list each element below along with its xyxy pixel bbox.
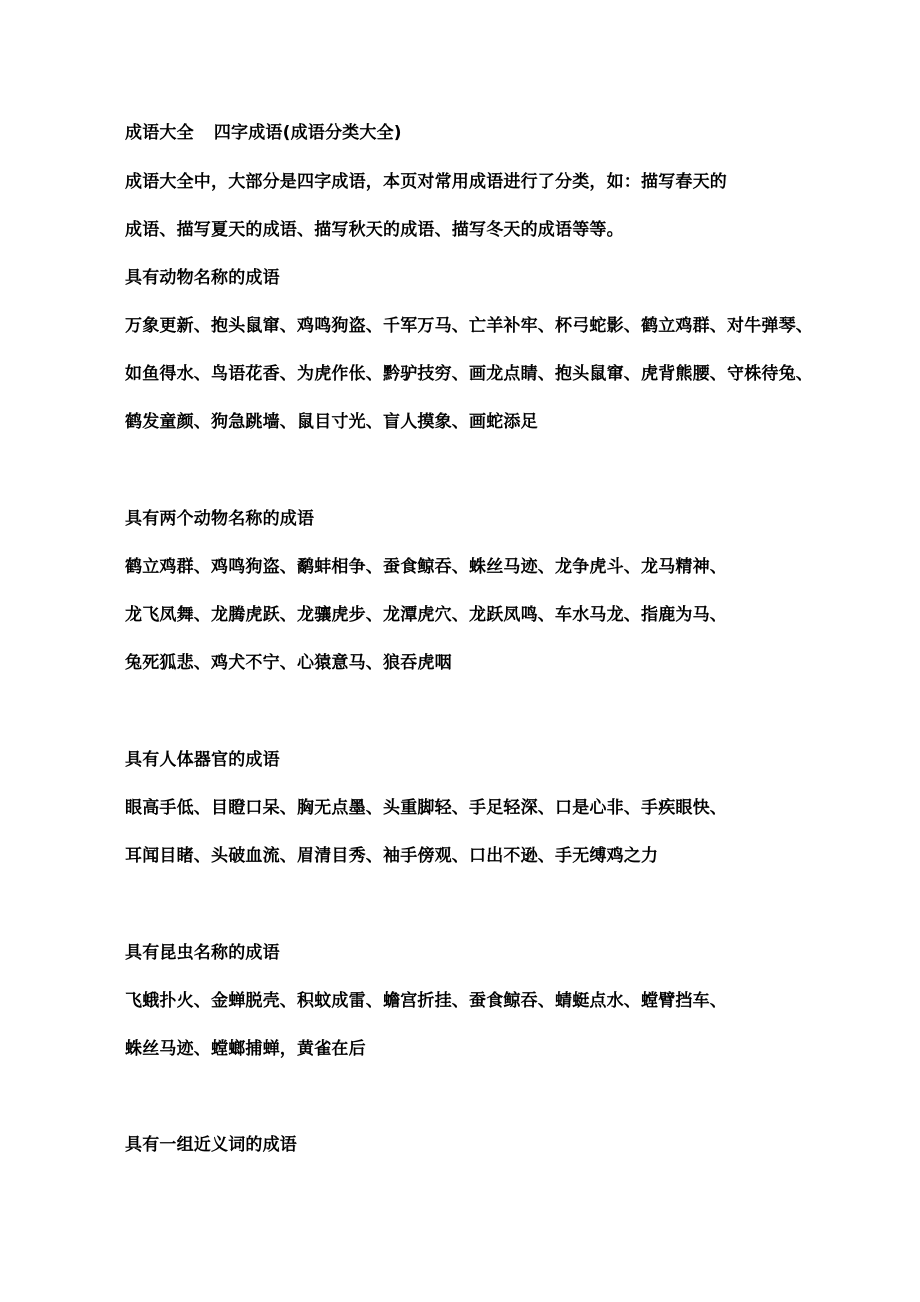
section-heading: 具有昆虫名称的成语 (125, 943, 280, 963)
idiom-line: 兔死狐悲、鸡犬不宁、心猿意马、狼吞虎咽 (125, 653, 452, 673)
idiom-line: 眼高手低、目瞪口呆、胸无点墨、头重脚轻、手足轻深、口是心非、手疾眼快、 (125, 798, 727, 818)
idiom-line: 飞蛾扑火、金蝉脱壳、积蚊成雷、蟾宫折挂、蚕食鲸吞、蜻蜓点水、螳臂挡车、 (125, 991, 727, 1011)
intro-line: 成语大全中，大部分是四字成语，本页对常用成语进行了分类，如：描写春天的 (125, 172, 727, 192)
idiom-line: 万象更新、抱头鼠窜、鸡鸣狗盗、千军万马、亡羊补牢、杯弓蛇影、鹤立鸡群、对牛弹琴、 (125, 316, 813, 336)
title-right: 四字成语(成语分类大全) (213, 123, 402, 143)
idiom-line: 鹤发童颜、狗急跳墙、鼠目寸光、盲人摸象、画蛇添足 (125, 412, 538, 432)
section-heading: 具有动物名称的成语 (125, 268, 280, 288)
intro-line: 成语、描写夏天的成语、描写秋天的成语、描写冬天的成语等等。 (125, 220, 624, 240)
idiom-line: 鹤立鸡群、鸡鸣狗盗、鹬蚌相争、蚕食鲸吞、蛛丝马迹、龙争虎斗、龙马精神、 (125, 557, 727, 577)
document-title (125, 121, 402, 145)
section-heading: 具有两个动物名称的成语 (125, 509, 315, 529)
section-heading: 具有一组近义词的成语 (125, 1135, 297, 1155)
idiom-line: 耳闻目睹、头破血流、眉清目秀、袖手傍观、口出不逊、手无缚鸡之力 (125, 846, 659, 866)
idiom-line: 龙飞凤舞、龙腾虎跃、龙骧虎步、龙潭虎穴、龙跃凤鸣、车水马龙、指鹿为马、 (125, 605, 727, 625)
idiom-line: 蛛丝马迹、螳螂捕蝉，黄雀在后 (125, 1039, 366, 1059)
idiom-line: 如鱼得水、鸟语花香、为虎作伥、黔驴技穷、画龙点睛、抱头鼠窜、虎背熊腰、守株待兔、 (125, 364, 813, 384)
title-left: 成语大全 (125, 123, 194, 143)
section-heading: 具有人体器官的成语 (125, 750, 280, 770)
